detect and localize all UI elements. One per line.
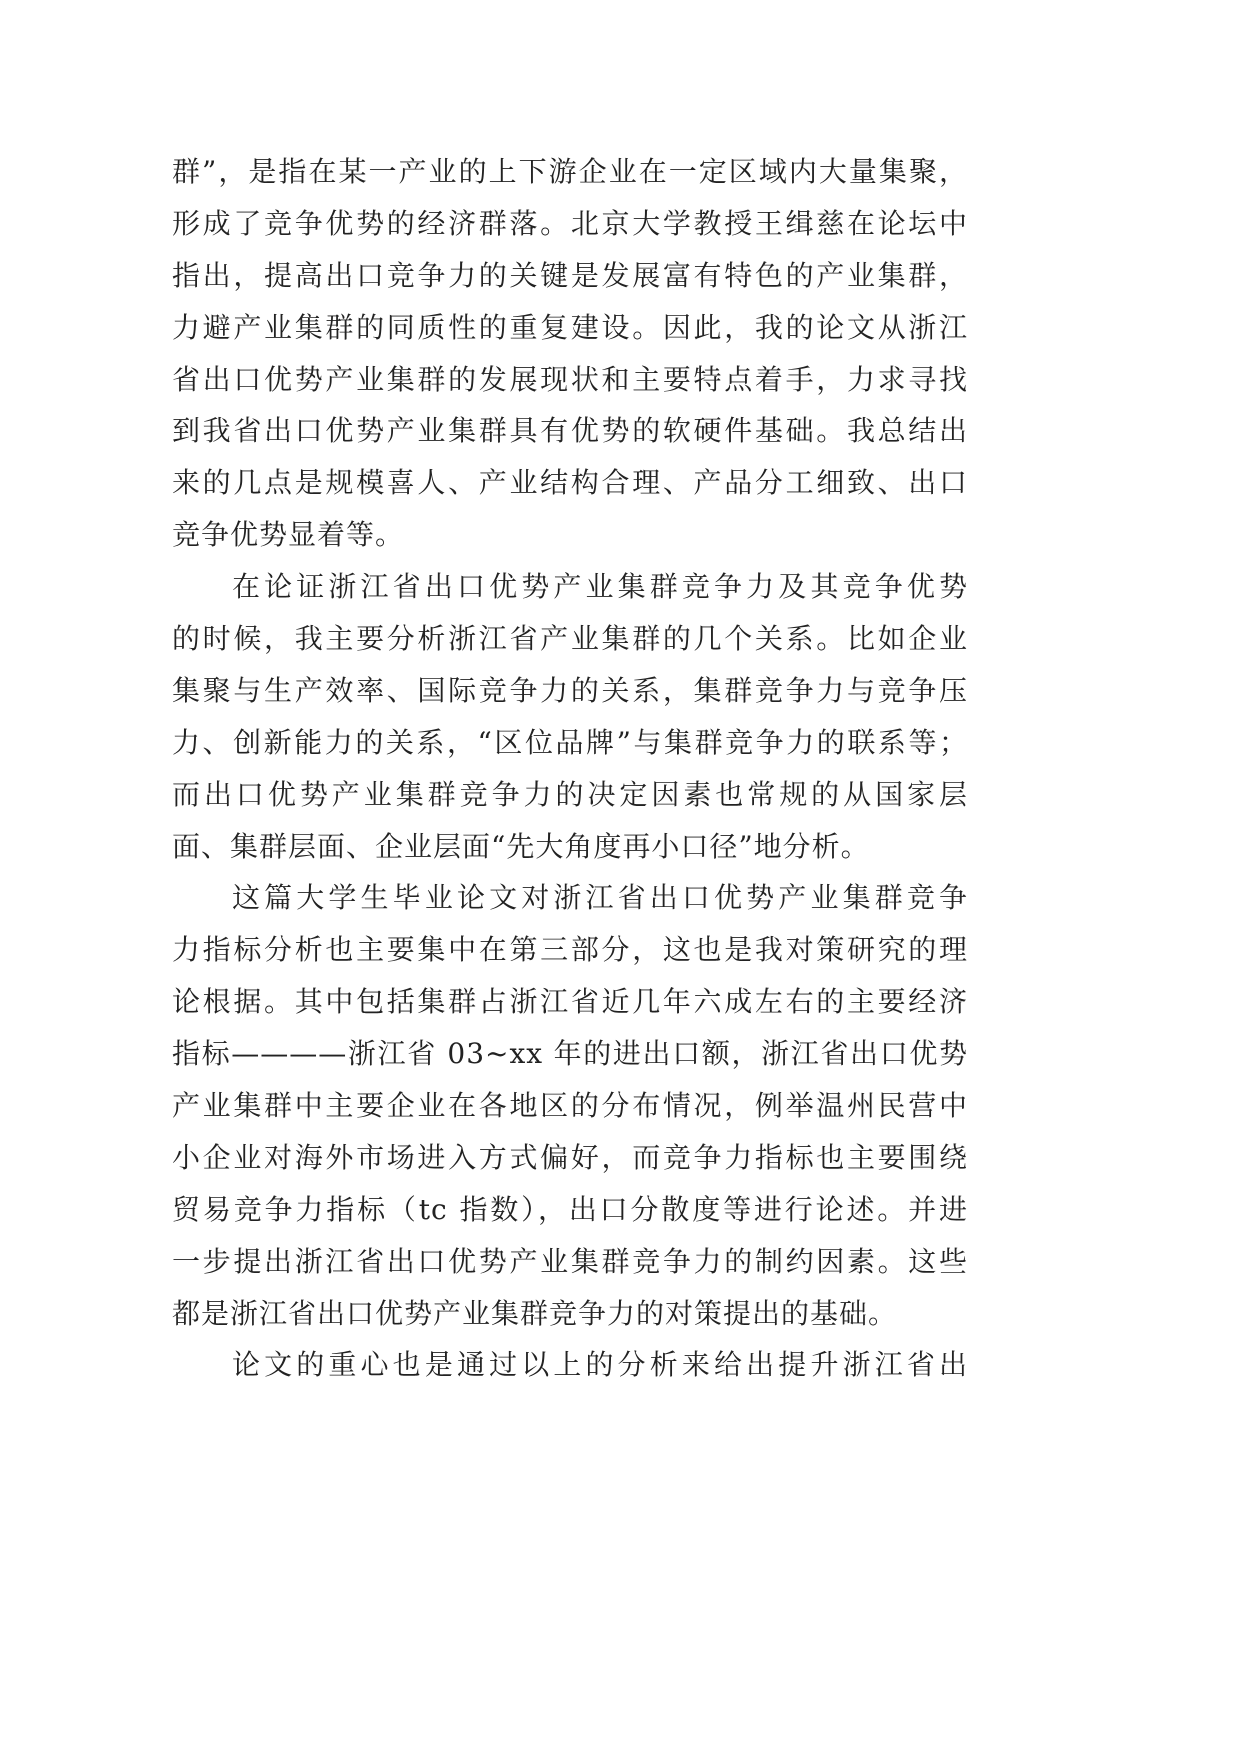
text-line: 集聚与生产效率、国际竞争力的关系，集群竞争力与竞争压 [172,673,968,707]
text-line: 竞争优势显着等。 [172,518,405,552]
text-line: 省出口优势产业集群的发展现状和主要特点着手，力求寻找 [172,362,968,396]
text-line: 来的几点是规模喜人、产业结构合理、产品分工细致、出口 [172,466,968,500]
text-line: 产业集群中主要企业在各地区的分布情况，例举温州民营中 [172,1089,968,1123]
text-line: 力、创新能力的关系，“区位品牌”与集群竞争力的联系等； [172,725,968,759]
text-line: 力避产业集群的同质性的重复建设。因此，我的论文从浙江 [172,310,968,344]
text-line: 论根据。其中包括集群占浙江省近几年六成左右的主要经济 [172,985,968,1019]
text-line: 贸易竞争力指标（tc 指数），出口分散度等进行论述。并进 [172,1192,968,1226]
paragraph-3 [172,872,968,1339]
text-line: 形成了竞争优势的经济群落。北京大学教授王缉慈在论坛中 [172,206,968,240]
paragraph-4 [172,1339,968,1391]
text-line: 到我省出口优势产业集群具有优势的软硬件基础。我总结出 [172,414,968,448]
text-line: 群”，是指在某一产业的上下游企业在一定区域内大量集聚， [172,155,968,188]
text-line: 而出口优势产业集群竞争力的决定因素也常规的从国家层 [172,777,968,811]
text-line: 力指标分析也主要集中在第三部分，这也是我对策研究的理 [172,933,968,967]
document-body [172,146,968,1391]
text-line: 一步提出浙江省出口优势产业集群竞争力的制约因素。这些 [172,1244,968,1278]
text-line: 指出，提高出口竞争力的关键是发展富有特色的产业集群， [172,258,968,292]
text-line: 的时候，我主要分析浙江省产业集群的几个关系。比如企业 [172,622,968,656]
text-line: 都是浙江省出口优势产业集群竞争力的对策提出的基础。 [172,1296,898,1330]
text-line: 这篇大学生毕业论文对浙江省出口优势产业集群竞争 [232,881,968,915]
text-line: 在论证浙江省出口优势产业集群竞争力及其竞争优势 [232,570,968,604]
text-line: 论文的重心也是通过以上的分析来给出提升浙江省出 [232,1348,968,1382]
paragraph-1 [172,146,968,561]
text-line: 小企业对海外市场进入方式偏好，而竞争力指标也主要围绕 [172,1140,968,1174]
text-line: 面、集群层面、企业层面“先大角度再小口径”地分析。 [172,829,870,863]
text-line: 指标————浙江省 03~xx 年的进出口额，浙江省出口优势 [172,1037,968,1071]
paragraph-2 [172,561,968,872]
